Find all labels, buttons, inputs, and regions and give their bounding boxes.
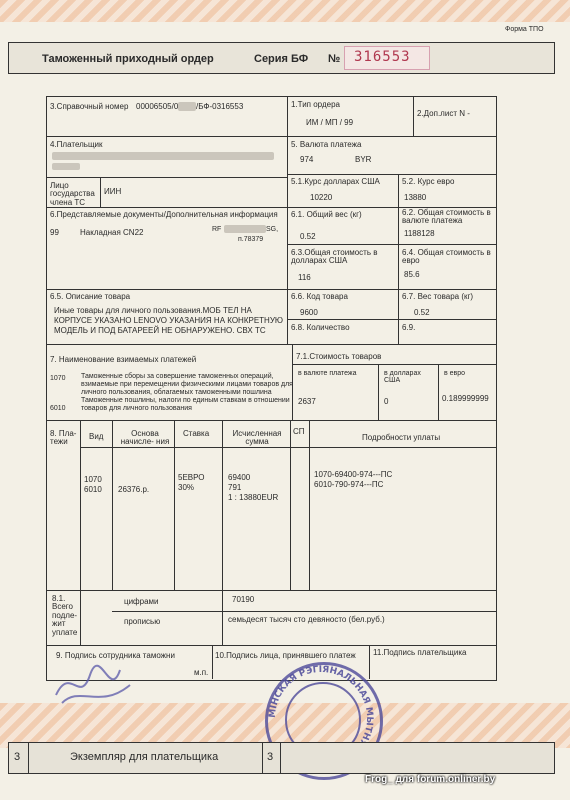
series-label: Серия БФ (254, 53, 309, 65)
payment-type-1: 1070 (84, 475, 102, 484)
ref-number-label: 3.Справочный номер (50, 102, 129, 111)
payments-label: 8. Пла- тежи (50, 429, 77, 447)
cost-col-payment-currency: в валюте платежа (298, 370, 357, 377)
redacted (52, 163, 80, 170)
grid-line (292, 364, 496, 365)
grid-line (80, 420, 81, 645)
col-sum: Исчисленная сумма (232, 429, 282, 447)
payment-rate-1: 5ЕВРО (178, 473, 205, 482)
stamp-place-label: м.п. (194, 668, 209, 677)
col-sp: СП (293, 427, 305, 436)
payment-text-1: Таможенные сборы за совершение таможенных операций, (81, 373, 274, 380)
svg-text:МІНСКАЯ РЭГІЯНАЛЬНАЯ МЫТНЯ: МІНСКАЯ РЭГІЯНАЛЬНАЯ МЫТН (267, 664, 375, 742)
grid-line (46, 590, 496, 591)
payment-type-2: 6010 (84, 485, 102, 494)
form-title: Таможенный приходный ордер (42, 53, 214, 65)
grid-line (287, 174, 496, 175)
cost-value-payment-currency: 2637 (298, 397, 316, 406)
grid-line (46, 289, 496, 290)
documents-ref-2: п.78379 (238, 236, 264, 243)
eur-rate-value: 13880 (404, 193, 427, 202)
number-sign: № (328, 53, 341, 65)
goods-description-line1: Иные товары для личного пользования.МОБ ТЕЛ НА (54, 306, 252, 315)
cost-value-usd: 0 (384, 397, 389, 406)
payer-signature-label: 11.Подпись плательщика (373, 648, 467, 657)
footer-copy-number-left: 3 (14, 751, 21, 763)
col-base: Основа начисле- ния (120, 429, 170, 447)
digits-value: 70190 (232, 595, 255, 604)
grid-line (46, 136, 496, 137)
form-label: Форма ТПО (505, 26, 544, 33)
payment-sum-1: 69400 (228, 473, 251, 482)
col-rate: Ставка (183, 429, 210, 438)
payer-label: 4.Плательщик (50, 140, 103, 149)
grid-line (46, 645, 496, 646)
grid-line (262, 743, 263, 773)
grid-line (212, 645, 213, 679)
grid-line (28, 743, 29, 773)
receiver-signature-label: 10.Подпись лица, принявшего платеж (215, 651, 356, 660)
usd-rate-label: 5.1.Курс долларах США (291, 177, 380, 186)
words-label: прописью (124, 617, 161, 626)
grid-line (287, 96, 288, 344)
customs-officer-signature-label: 9. Подпись сотрудника таможни (56, 651, 175, 660)
grid-line (46, 177, 287, 178)
payment-base-value: 26376.р. (118, 485, 150, 494)
grid-line (112, 611, 496, 612)
forum-watermark: Frog_ для forum.onliner.by (365, 774, 496, 785)
inn-label: ИИН (104, 187, 122, 196)
goods-weight-value: 0.52 (414, 308, 430, 317)
quantity-label: 6.8. Количество (291, 323, 350, 332)
cost-col-eur: в евро (444, 370, 466, 377)
documents-label: 6.Представляемые документы/Дополнительная информация (50, 210, 278, 219)
col-type: Вид (89, 432, 104, 441)
payment-details-1: 1070-69400-974---ПС (314, 470, 393, 479)
goods-code-label: 6.6. Код товара (291, 292, 348, 301)
goods-weight-label: 6.7. Вес товара (кг) (402, 292, 474, 301)
order-type-value: ИМ / МП / 99 (306, 118, 354, 127)
documents-ref-suffix: SG, (266, 226, 279, 233)
grid-line (413, 96, 414, 136)
currency-code: 974 (300, 155, 314, 164)
goods-code-value: 9600 (300, 308, 318, 317)
grid-line (100, 177, 101, 207)
decorative-band-top (0, 0, 570, 22)
officer-signature-mark (50, 655, 140, 715)
grid-line (280, 743, 281, 773)
total-cost-value: 1188128 (404, 229, 435, 238)
payment-text-3: личного пользования, облагаемых таможенными пошлина (81, 389, 272, 396)
col-details: Подробности уплаты (362, 433, 441, 442)
payment-details-2: 6010-790-974---ПС (314, 480, 384, 489)
redacted (224, 225, 266, 233)
footer-copy-text: Экземпляр для плательщика (70, 751, 219, 763)
documents-ref: RF (212, 226, 222, 233)
goods-cost-label: 7.1.Стоимость товаров (296, 352, 382, 361)
total-cost-label: 6.2. Общая стоимость в валюте платежа (402, 208, 491, 226)
grid-line (438, 364, 439, 420)
grid-line (287, 244, 496, 245)
grid-line (287, 319, 496, 320)
cost-col-usd: в долларах США (384, 370, 421, 385)
grid-line (46, 344, 496, 345)
ref-number-suffix: /БФ-0316553 (196, 102, 244, 111)
total-weight-label: 6.1. Общий вес (кг) (291, 210, 362, 219)
serial-number: 316553 (354, 49, 411, 65)
grid-line (378, 364, 379, 420)
payments-names-label: 7. Наименование взимаемых платежей (50, 355, 197, 364)
payment-text-4: Таможенные пошлины, налоги по единым ставкам в отношении (81, 397, 290, 404)
total-usd-label: 6.3.Общая стоимость в долларах США (291, 248, 378, 266)
payment-sum-2: 791 (228, 483, 242, 492)
total-eur-value: 85.6 (404, 270, 420, 279)
usd-rate-value: 10220 (310, 193, 333, 202)
grid-line (46, 420, 496, 421)
currency-label: 5. Валюта платежа (291, 140, 362, 149)
payment-code-2: 6010 (50, 405, 66, 412)
grid-line (112, 420, 113, 590)
grid-line (80, 447, 496, 448)
redacted (178, 102, 196, 111)
total-weight-value: 0.52 (300, 232, 316, 241)
documents-value: Накладная CN22 (80, 228, 144, 237)
payment-rate-2: 30% (178, 483, 195, 492)
words-value: семьдесят тысяч сто девяносто (бел.руб.) (228, 615, 385, 624)
payment-text-2: взимаемые при перемещении физическими лицами товаров для (81, 381, 293, 388)
goods-description-label: 6.5. Описание товара (50, 292, 131, 301)
total-eur-label: 6.4. Общая стоимость в евро (402, 248, 491, 266)
digits-label: цифрами (124, 597, 159, 606)
ref-number-value: 00006505/0 (136, 102, 179, 111)
grid-line (290, 420, 291, 590)
order-type-label: 1.Тип ордера (291, 100, 340, 109)
grid-line (174, 420, 175, 590)
total-usd-value: 116 (298, 273, 311, 282)
country-member-label: Лицо государства члена ТС (50, 181, 95, 207)
payment-text-5: товаров для личного пользования (81, 405, 192, 412)
goods-description-line3: МОДЕЛЬ И ПОД БАТАРЕЕЙ НЕ ОБНАРУЖЕНО. СВХ ТС (54, 326, 266, 335)
footer-copy-number-right: 3 (267, 751, 274, 763)
documents-number: 99 (50, 228, 59, 237)
grid-line (309, 420, 310, 590)
eur-rate-label: 5.2. Курс евро (402, 177, 455, 186)
payment-code-1: 1070 (50, 375, 66, 382)
field-69-label: 6.9. (402, 323, 416, 332)
currency-name: BYR (355, 155, 372, 164)
goods-description-line2: КОРПУСЕ УКАЗАНО LENOVO УКАЗАНИЯ НА КОНКРЕТНУЮ (54, 316, 283, 325)
payment-sum-3: 1 : 13880EUR (228, 493, 279, 502)
extra-sheet-label: 2.Доп.лист N - (417, 109, 470, 118)
redacted (52, 152, 274, 160)
cost-value-eur: 0.189999999 (442, 394, 489, 403)
total-due-label: 8.1. Всего подле- жит уплате (52, 594, 78, 637)
